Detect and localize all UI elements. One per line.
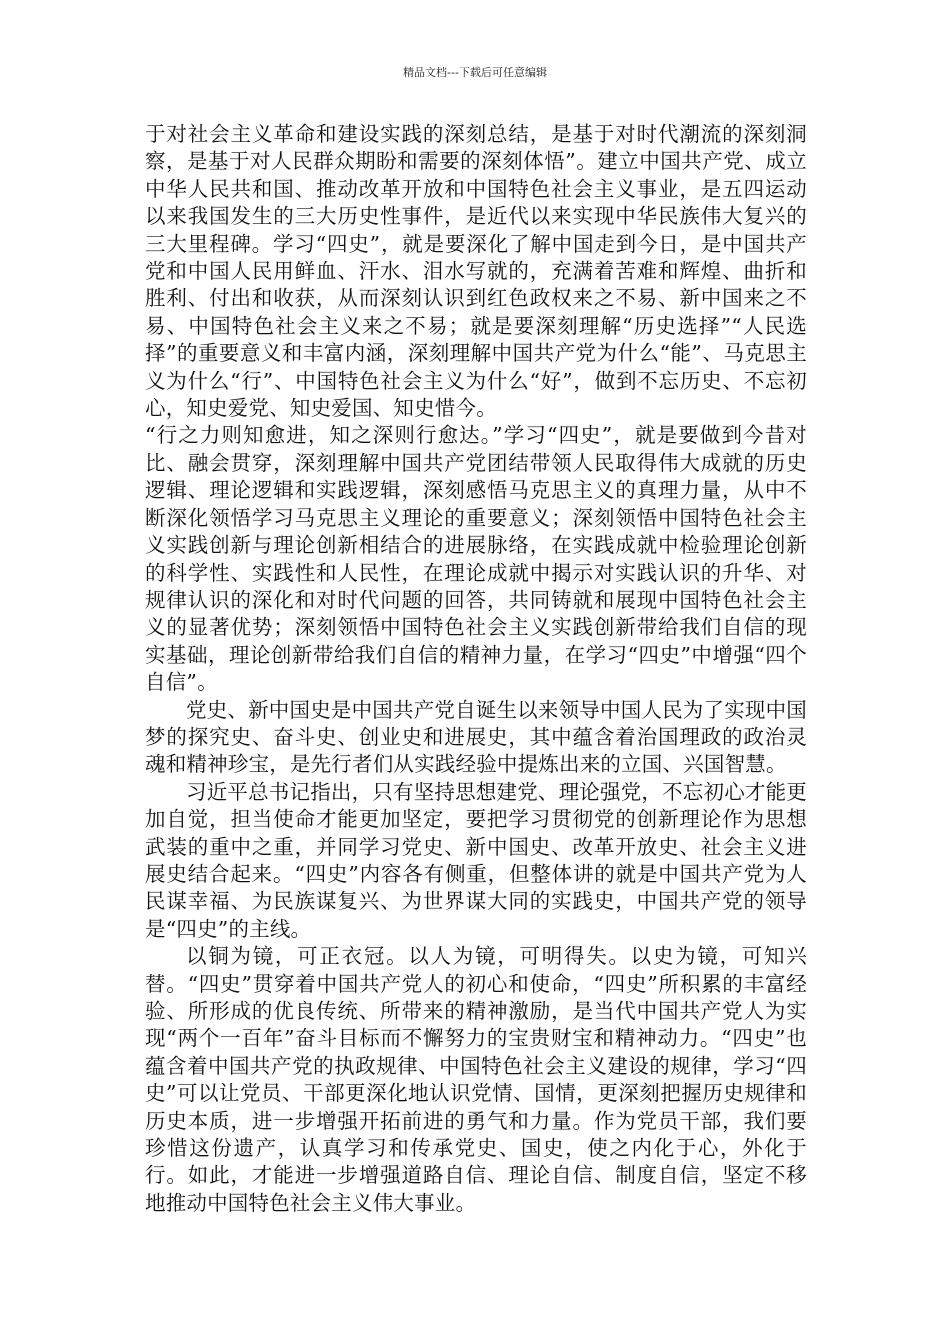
- paragraph-xi-quote: 习近平总书记指出，只有坚持思想建党、理论强党，不忘初心才能更加自觉，担当使命才能更加坚定，要把学习贯彻党的创新理论作为思想武装的重中之重，并同学习党史、新中国史、改革开放史、社会主义进展史结合起来。“四史”内容各有侧重，但整体讲的就是中国共产党为人民谋幸福、为民族谋复兴、为世界谋大同的实践史，中国共产党的领导是“四史”的主线。: [145, 779, 807, 941]
- page-header: 精品文档---下载后可任意编辑: [403, 66, 547, 79]
- paragraph-party-history: 党史、新中国史是中国共产党自诞生以来领导中国人民为了实现中国梦的探究史、奋斗史、创业史和进展史，其中蕴含着治国理政的政治灵魂和精神珍宝，是先行者们从实践经验中提炼出来的立国、兴国智慧。: [145, 697, 807, 777]
- paragraph-mirror: 以铜为镜，可正衣冠。以人为镜，可明得失。以史为镜，可知兴替。“四史”贯穿着中国共产党人的初心和使命，“四史”所积累的丰富经验、所形成的优良传统、所带来的精神激励，是当代中国共产党人为实现“两个一百年”奋斗目标而不懈努力的宝贵财宝和精神动力。“四史”也蕴含着中国共产党的执政规律、中国特色社会主义建设的规律，学习“四史”可以让党员、干部更深化地认识党情、国情，更深刻把握历史规律和历史本质，进一步增强开拓前进的勇气和力量。作为党员干部，我们要珍惜这份遗产，认真学习和传承党史、国史，使之内化于心，外化于行。如此，才能进一步增强道路自信、理论自信、制度自信，坚定不移地推动中国特色社会主义伟大事业。: [145, 944, 807, 1215]
- paragraph-continuation: 于对社会主义革命和建设实践的深刻总结，是基于对时代潮流的深刻洞察，是基于对人民群众期盼和需要的深刻体悟”。建立中国共产党、成立中华人民共和国、推动改革开放和中国特色社会主义事业，是五四运动以来我国发生的三大历史性事件，是近代以来实现中华民族伟大复兴的三大里程碑。学习“四史”，就是要深化了解中国走到今日，是中国共产党和中国人民用鲜血、汗水、泪水写就的，充满着苦难和辉煌、曲折和胜利、付出和收获，从而深刻认识到红色政权来之不易、新中国来之不易、中国特色社会主义来之不易；就是要深刻理解“历史选择”“人民选择”的重要意义和丰富内涵，深刻理解中国共产党为什么“能”、马克思主义为什么“行”、中国特色社会主义为什么“好”，做到不忘历史、不忘初心，知史爱党、知史爱国、知史惜今。: [145, 122, 807, 421]
- document-body: [145, 121, 807, 1217]
- paragraph-practice: “行之力则知愈进，知之深则行愈达。”学习“四史”，就是要做到今昔对比、融会贯穿，深刻理解中国共产党团结带领人民取得伟大成就的历史逻辑、理论逻辑和实践逻辑，深刻感悟马克思主义的真理力量，从中不断深化领悟学习马克思主义理论的重要意义；深刻领悟中国特色社会主义实践创新与理论创新相结合的进展脉络，在实践成就中检验理论创新的科学性、实践性和人民性，在理论成就中揭示对实践认识的升华、对规律认识的深化和对时代问题的回答，共同铸就和展现中国特色社会主义的显著优势；深刻领悟中国特色社会主义实践创新带给我们自信的现实基础，理论创新带给我们自信的精神力量，在学习“四史”中增强“四个自信”。: [145, 423, 807, 695]
